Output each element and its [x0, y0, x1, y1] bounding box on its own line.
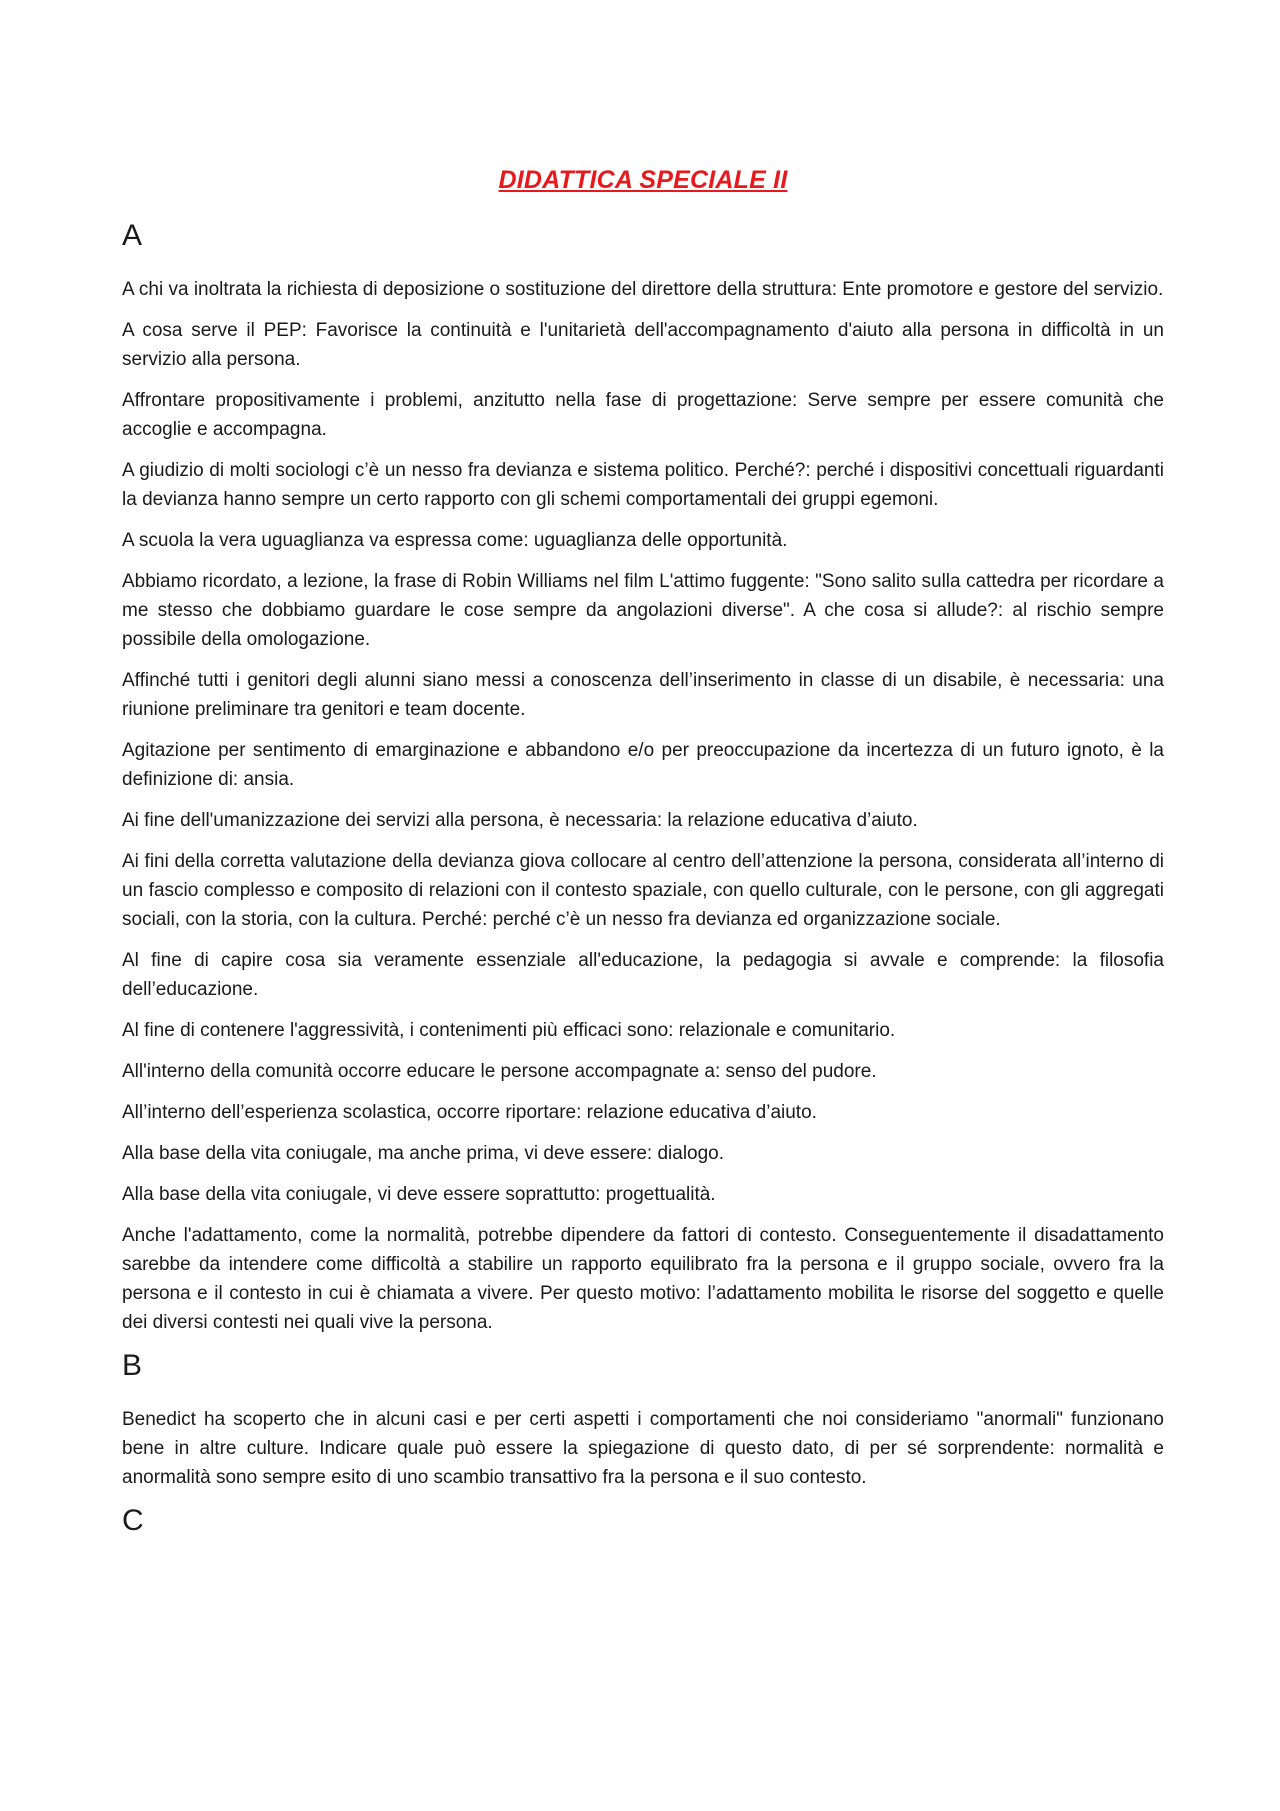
entry: Al fine di contenere l'aggressività, i contenimenti più efficaci sono: relazionale e comunitario.: [122, 1020, 896, 1041]
section-letter: A: [122, 219, 143, 252]
entry: Benedict ha scoperto che in alcuni casi e per certi aspetti i comportamenti che noi consideriamo "anormali" funzionano bene in altre culture. Indicare quale può essere la spiegazione di questo dato, di per sé sorprendente: normalità e anormalità sono sempre esito di uno scambio transattivo fra la persona e il suo contesto.: [122, 1409, 1164, 1488]
entry: A chi va inoltrata la richiesta di deposizione o sostituzione del direttore della struttura: Ente promotore e gestore del servizio.: [122, 279, 1164, 300]
entry: Al fine di capire cosa sia veramente essenziale all'educazione, la pedagogia si avvale e comprende: la filosofia dell’educazione.: [122, 950, 1164, 1000]
entry: Agitazione per sentimento di emarginazione e abbandono e/o per preoccupazione da incertezza di un futuro ignoto, è la definizione di: ansia.: [122, 740, 1164, 790]
entry: Abbiamo ricordato, a lezione, la frase di Robin Williams nel film L'attimo fuggente: "Sono salito sulla cattedra per ricordare a me stesso che dobbiamo guardare le cose sempre da angolazioni diverse". A che cosa si allude?: al rischio sempre possibile della omologazione.: [122, 571, 1164, 650]
section-b: [122, 1349, 1164, 1492]
entry: Affrontare propositivamente i problemi, anzitutto nella fase di progettazione: Serve sempre per essere comunità che accoglie e accompagna.: [122, 390, 1164, 440]
section-letter: B: [122, 1349, 143, 1382]
entry: Alla base della vita coniugale, ma anche prima, vi deve essere: dialogo.: [122, 1143, 725, 1164]
entry: Anche l'adattamento, come la normalità, potrebbe dipendere da fattori di contesto. Conseguentemente il disadattamento sarebbe da intendere come difficoltà a stabilire un rapporto equilibrato fra la persona e il gruppo sociale, ovvero fra la persona e il contesto in cui è chiamata a vivere. Per questo motivo: l’adattamento mobilita le risorse del soggetto e quelle dei diversi contesti nei quali vive la persona.: [122, 1225, 1164, 1333]
section-letter: C: [122, 1504, 144, 1537]
entry: Ai fine dell'umanizzazione dei servizi alla persona, è necessaria: la relazione educativa d’aiuto.: [122, 810, 918, 831]
entry: A scuola la vera uguaglianza va espressa come: uguaglianza delle opportunità.: [122, 530, 788, 551]
entry: All’interno dell’esperienza scolastica, occorre riportare: relazione educativa d’aiuto.: [122, 1102, 817, 1123]
entry: Alla base della vita coniugale, vi deve essere soprattutto: progettualità.: [122, 1184, 716, 1205]
document-title: DIDATTICA SPECIALE II: [498, 166, 788, 194]
entry: A giudizio di molti sociologi c’è un nesso fra devianza e sistema politico. Perché?: perché i dispositivi concettuali riguardanti la devianza hanno sempre un certo rapporto con gli schemi comportamentali dei gruppi egemoni.: [122, 460, 1164, 510]
entry: Ai fini della corretta valutazione della devianza giova collocare al centro dell’attenzione la persona, considerata all’interno di un fascio complesso e composito di relazioni con il contesto spaziale, con quello culturale, con le persone, con gli aggregati sociali, con la storia, con la cultura. Perché: perché c’è un nesso fra devianza ed organizzazione sociale.: [122, 851, 1164, 930]
section-c: [122, 1504, 1164, 1538]
entry: Affinché tutti i genitori degli alunni siano messi a conoscenza dell’inserimento in classe di un disabile, è necessaria: una riunione preliminare tra genitori e team docente.: [122, 670, 1164, 720]
entry: All'interno della comunità occorre educare le persone accompagnate a: senso del pudore.: [122, 1061, 877, 1082]
entry: A cosa serve il PEP: Favorisce la continuità e l'unitarietà dell'accompagnamento d'aiuto alla persona in difficoltà in un servizio alla persona.: [122, 320, 1164, 370]
section-a: [122, 219, 1164, 1337]
